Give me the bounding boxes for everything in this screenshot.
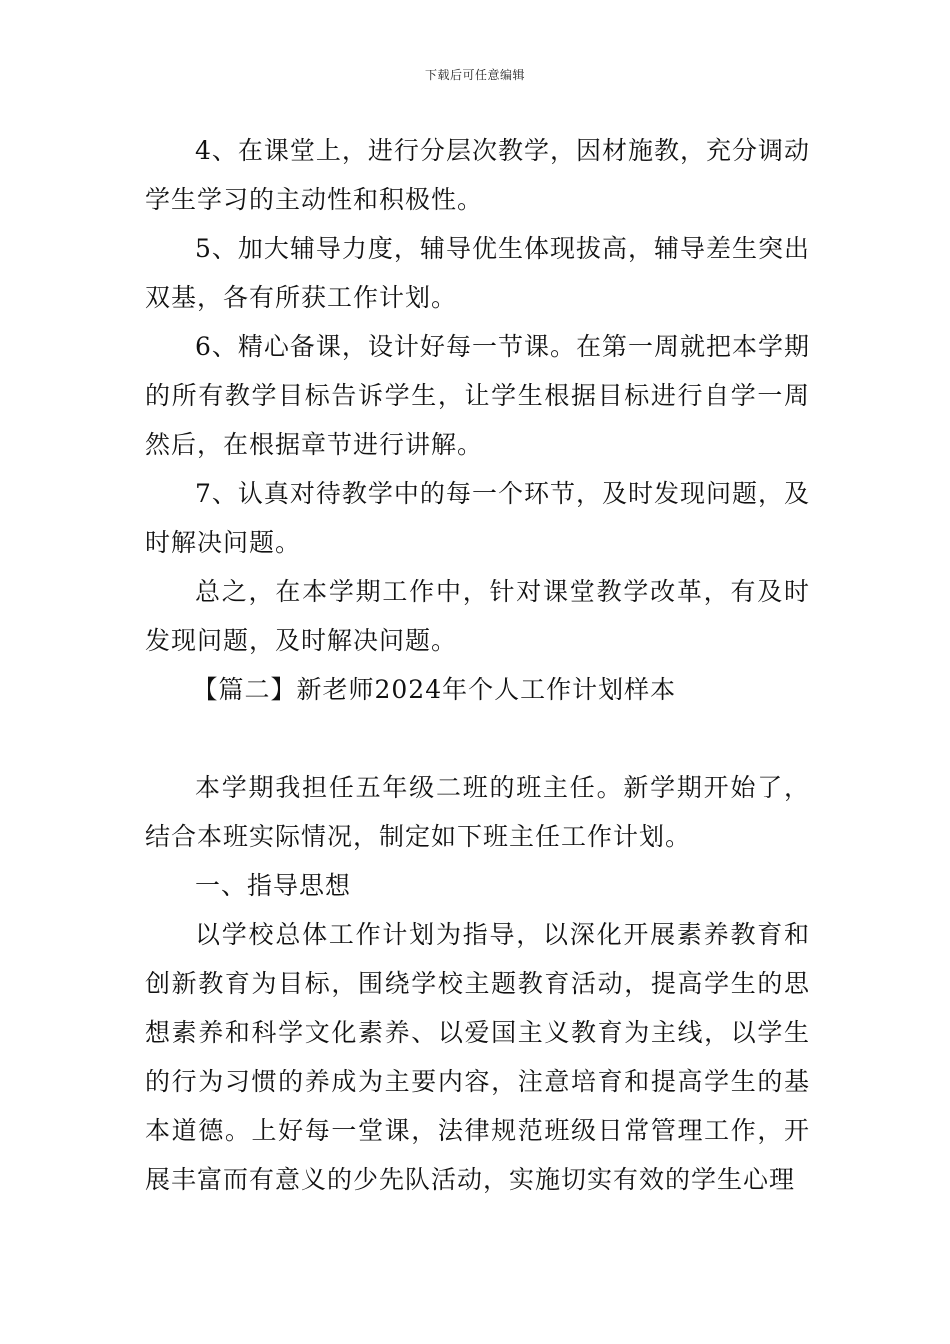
paragraph-item-6: 6、精心备课，设计好每一节课。在第一周就把本学期的所有教学目标告诉学生，让学生根据目标进行自学一周然后，在根据章节进行讲解。 [145, 332, 810, 459]
subheading-guiding-ideology: 一、指导思想 [195, 871, 352, 900]
paragraph-guiding-ideology: 以学校总体工作计划为指导，以深化开展素养教育和创新教育为目标，围绕学校主题教育活动，提高学生的思想素养和科学文化素养、以爱国主义教育为主线，以学生的行为习惯的养成为主要内容，注意培育和提高学生的基本道德。上好每一堂课，法律规范班级日常管理工作，开展丰富而有意义的少先队活动，实施切实有效的学生心理 [145, 920, 810, 1194]
paragraph-intro: 本学期我担任五年级二班的班主任。新学期开始了，结合本班实际情况，制定如下班主任工作计划。 [145, 773, 810, 851]
section-title: 【篇二】新老师2024年个人工作计划样本 [192, 675, 677, 704]
paragraph-summary: 总之，在本学期工作中，针对课堂教学改革，有及时发现问题，及时解决问题。 [145, 577, 810, 655]
paragraph-item-4: 4、在课堂上，进行分层次教学，因材施教，充分调动学生学习的主动性和积极性。 [145, 136, 810, 214]
document-body [145, 126, 810, 1204]
page-header-note: 下载后可任意编辑 [424, 68, 525, 82]
paragraph-item-5: 5、加大辅导力度，辅导优生体现拔高，辅导差生突出双基，各有所获工作计划。 [145, 234, 810, 312]
paragraph-item-7: 7、认真对待教学中的每一个环节，及时发现问题，及时解决问题。 [145, 479, 810, 557]
